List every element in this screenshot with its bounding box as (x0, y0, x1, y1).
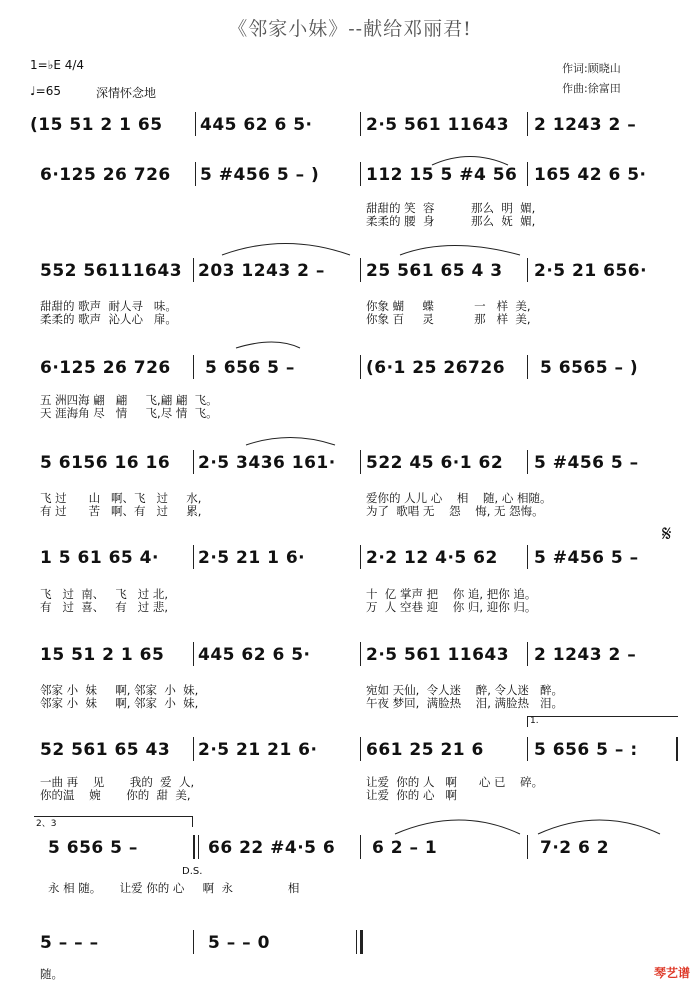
measure: (15 51 2 1 65 (30, 115, 163, 135)
ds-marking: D.S. (182, 866, 203, 877)
measure: 5 #456 5 – ) (200, 165, 320, 185)
key-signature: 1=♭E 4/4 (30, 58, 85, 72)
measure: 5 – – 0 (208, 933, 270, 953)
lyric-line: 让爱 你的 人 啊 心 已 碎。 (366, 775, 544, 789)
lyric-line: 有 过 喜、 有 过 悲, (40, 600, 169, 614)
measure: 661 25 21 6 (366, 740, 484, 760)
measure: 2·5 21 1 6· (198, 548, 306, 568)
lyric-line: 柔柔的 歌声 沁人心 扉。 (40, 312, 177, 326)
lyric-line: 你象 百 灵 那 样 美, (366, 312, 531, 326)
measure: 5 656 5 – (205, 358, 295, 378)
barline (195, 112, 196, 136)
measure: 2·5 21 656· (534, 261, 648, 281)
measure: 2 1243 2 – (534, 115, 637, 135)
barline (193, 737, 194, 761)
measure: (6·1 25 26726 (366, 358, 506, 378)
lyric-line: 甜甜的 歌声 耐人寻 味。 (40, 299, 177, 313)
slur (432, 157, 508, 166)
measure: 5 656 5 – : (534, 740, 638, 760)
watermark-logo: 琴艺谱 (653, 966, 690, 980)
volta-label: 1. (530, 716, 539, 726)
lyric-line: 天 涯海角 尽 情 飞,尽 情 飞。 (40, 406, 218, 420)
lyric-line: 为了 歌唱 无 怨 悔, 无 怨悔。 (366, 504, 544, 518)
lyric-line: 永 相 随。 让爱 你的 心 啊 永 相 (48, 881, 300, 895)
barline (527, 162, 528, 186)
score-title: 《邻家小妹》--献给邓丽君! (228, 18, 472, 40)
measure: 2·5 3436 161· (198, 453, 336, 473)
lyric-line: 甜甜的 笑 容 那么 明 媚, (366, 201, 536, 215)
measure: 2·2 12 4·5 62 (366, 548, 498, 568)
lyric-line: 柔柔的 腰 身 那么 妩 媚, (366, 214, 536, 228)
measure: 2·5 561 11643 (366, 645, 510, 665)
measure: 5 – – – (40, 933, 99, 953)
composer-credit: 作曲:徐富田 (562, 82, 621, 95)
measure: 112 15 5 #4 56 (366, 165, 518, 185)
barline (527, 835, 528, 859)
slur (236, 342, 300, 348)
lyric-line: 宛如 天仙, 令人迷 醉, 令人迷 醉。 (366, 683, 564, 697)
lyric-line: 午夜 梦回, 满脸热 泪, 满脸热 泪。 (366, 696, 564, 710)
expression-marking: 深情怀念地 (96, 86, 157, 100)
barline (527, 737, 528, 761)
barline (360, 162, 361, 186)
barline (527, 545, 528, 569)
final-barline-thin (356, 930, 357, 954)
lyric-line: 随。 (40, 967, 63, 981)
measure: 5 6156 16 16 (40, 453, 171, 473)
measure: 1 5 61 65 4· (40, 548, 159, 568)
slur (538, 820, 660, 834)
barline (193, 642, 194, 666)
lyric-line: 有 过 苦 啊、有 过 累, (40, 504, 202, 518)
barline (360, 450, 361, 474)
barline (193, 450, 194, 474)
lyricist-credit: 作词:顾晓山 (562, 62, 621, 75)
barline (527, 450, 528, 474)
barline (193, 355, 194, 379)
slur (395, 820, 520, 834)
barline (360, 642, 361, 666)
barline (527, 112, 528, 136)
barline (360, 355, 361, 379)
measure: 445 62 6 5· (198, 645, 311, 665)
measure: 552 56111643 (40, 261, 183, 281)
measure: 6 2 – 1 (372, 838, 438, 858)
measure: 25 561 65 4 3 (366, 261, 503, 281)
measure: 2·5 21 21 6· (198, 740, 318, 760)
barline (360, 112, 361, 136)
lyric-line: 邻家 小 妹 啊, 邻家 小 妹, (40, 696, 199, 710)
barline (193, 835, 195, 859)
barline (360, 545, 361, 569)
segno-icon: 𝄋 (662, 522, 672, 547)
volta-bracket (527, 716, 678, 727)
barline (193, 545, 194, 569)
measure: 5 6565 – ) (540, 358, 639, 378)
lyric-line: 一曲 再 见 我的 爱 人, (40, 775, 195, 789)
barline (198, 835, 199, 859)
lyric-line: 十 亿 掌声 把 你 追, 把你 追。 (366, 587, 537, 601)
measure: 5 #456 5 – (534, 453, 639, 473)
measure: 52 561 65 43 (40, 740, 171, 760)
measure: 15 51 2 1 65 (40, 645, 165, 665)
final-barline-thick (360, 930, 363, 954)
measure: 7·2 6 2 (540, 838, 610, 858)
measure: 203 1243 2 – (198, 261, 325, 281)
lyric-line: 你象 蝴 蝶 一 样 美, (366, 299, 531, 313)
measure: 6·125 26 726 (40, 358, 171, 378)
lyric-line: 五 洲四海 翩 翩 飞,翩 翩 飞。 (40, 393, 218, 407)
measure: 445 62 6 5· (200, 115, 313, 135)
slur (400, 246, 520, 256)
barline (360, 835, 361, 859)
measure: 5 656 5 – (48, 838, 138, 858)
slur (222, 244, 350, 256)
volta-label: 2、3 (36, 819, 57, 829)
measure: 6·125 26 726 (40, 165, 171, 185)
slur (246, 438, 335, 446)
barline (360, 737, 361, 761)
repeat-barline (676, 737, 678, 761)
barline (527, 258, 528, 282)
measure: 66 22 #4·5 6 (208, 838, 336, 858)
volta-bracket (34, 816, 193, 827)
measure: 5 #456 5 – (534, 548, 639, 568)
lyric-line: 你的温 婉 你的 甜 美, (40, 788, 191, 802)
measure: 2 1243 2 – (534, 645, 637, 665)
measure: 2·5 561 11643 (366, 115, 510, 135)
barline (193, 258, 194, 282)
barline (193, 930, 194, 954)
tempo-marking: ♩=65 (30, 84, 61, 98)
measure: 165 42 6 5· (534, 165, 647, 185)
measure: 522 45 6·1 62 (366, 453, 504, 473)
barline (360, 258, 361, 282)
barline (195, 162, 196, 186)
lyric-line: 万 人 空巷 迎 你 归, 迎你 归。 (366, 600, 537, 614)
barline (527, 355, 528, 379)
lyric-line: 让爱 你的 心 啊 (366, 788, 457, 802)
lyric-line: 飞 过 南、 飞 过 北, (40, 587, 169, 601)
lyric-line: 爱你的 人儿 心 相 随, 心 相随。 (366, 491, 552, 505)
barline (527, 642, 528, 666)
lyric-line: 邻家 小 妹 啊, 邻家 小 妹, (40, 683, 199, 697)
lyric-line: 飞 过 山 啊、飞 过 水, (40, 491, 202, 505)
